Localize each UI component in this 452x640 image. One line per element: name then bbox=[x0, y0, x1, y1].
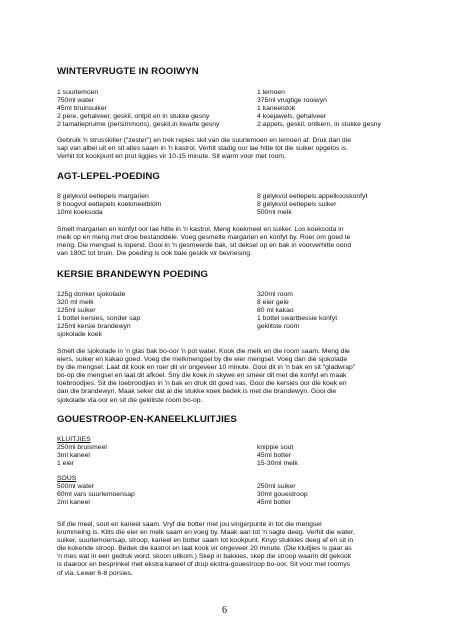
ingredient: 125ml suiker bbox=[57, 307, 96, 315]
ingredient: 750ml water bbox=[57, 97, 95, 105]
recipe-title-wintervrugte: WINTERVRUGTE IN ROOIWYN bbox=[57, 66, 199, 77]
ingredient: 8 gelykvol eetlepels appelkooskonfyt bbox=[257, 193, 368, 200]
method-kersie: Smelt die sjokolade in 'n glas bak bo-oor 'n pot water. Kook die melk en die room saam. Meng die eiers, suiker en kakao goed. Voeg die melkmengsel by die eier mengsel. Voeg dan die sjokolade by die mengsel. Laat dit kook en roer dit vir ongeveer 10 minute. Gooi dit in 'n bak en sit "gladwrap" bo-op die mengsel en laat dit afkoel. Sny die koek in skywe en smeer dit met die konfyt en maak toebroodjies. Sit die toebroodjies in 'n bak en druk dit goed vas. Gooi die kersies oor die koek en dan die brandewyn. Maak seker dat al die stukke koek bedek is met die brandewyn. Gooi die sjokolade vla oor en sit die geklitste room bo-op. bbox=[57, 348, 356, 404]
ingredient: knippie sout bbox=[257, 444, 294, 452]
ingredient: 500ml water bbox=[57, 483, 95, 491]
ingredient: 8 gelykvol eetlepels suiker bbox=[257, 201, 337, 209]
subheading-kluitjies: KLUITJIES bbox=[57, 436, 91, 443]
ingredient: 30ml gouestroop bbox=[257, 491, 308, 499]
ingredient: 1 bottel swartbessie konfyt bbox=[257, 315, 338, 323]
ingredient: 15-30ml melk bbox=[257, 460, 298, 468]
ingredient: 8 eier gele bbox=[257, 299, 289, 307]
ingredient: 1 eier bbox=[57, 460, 75, 468]
ingredient: 60ml vars suurlemoensap bbox=[57, 491, 135, 499]
ingredient: 2 appels, geskil, ontkern, in stukke gesny bbox=[257, 121, 381, 129]
page-number: 6 bbox=[222, 605, 227, 616]
ingredient: 2ml kaneel bbox=[57, 499, 90, 507]
ingredient: 4 koejawels, gehalveer bbox=[257, 113, 327, 121]
ingredient: 320 ml melk bbox=[57, 299, 94, 307]
subheading-sous: SOUS bbox=[57, 475, 77, 482]
ingredient: 45ml botter bbox=[257, 452, 292, 460]
ingredient: 1 kaneelstok bbox=[257, 105, 296, 113]
ingredient: 1 suurlemoen bbox=[57, 89, 99, 96]
ingredient: 8 hoogvol eetlepels koekmeelblom bbox=[57, 201, 162, 209]
ingredients-sous bbox=[57, 475, 399, 508]
ingredient: 125ml kersie brandewyn bbox=[57, 323, 131, 331]
ingredient: geklitste room bbox=[257, 323, 300, 331]
ingredient: 8 gelykvol eetlepels margarien bbox=[57, 193, 149, 200]
recipe-title-kersie: KERSIE BRANDEWYN POEDING bbox=[57, 269, 209, 280]
ingredient: 45ml bruinsuiker bbox=[57, 105, 107, 113]
ingredients-wintervrugte bbox=[57, 89, 399, 130]
ingredient: 125g donker sjokolade bbox=[57, 291, 126, 298]
recipe-title-kluitjies: GOUESTROOP-EN-KANEELKLUITJIES bbox=[57, 414, 237, 425]
method-agt-lepel: Smelt margarien en konfyt oor lae hitte in 'n kastrol. Meng koekmeel en suiker. Los koeksoda in melk op en meng met droe bestanddele. Voeg gesmelte margarien en konfyt by. Roer om goed te meng. Die mengsel is lopend. Gooi in 'n gesmeerde bak, sit deksel op en bak in voorverhitte oond van 180C tot bruin. Die poeding is ook baie geskik vir bevriesing. bbox=[57, 226, 352, 258]
recipe-title-agt-lepel: AGT-LEPEL-POEDING bbox=[57, 171, 160, 182]
ingredient: 80 ml kakao bbox=[257, 307, 294, 315]
ingredient: 1 lemoen bbox=[257, 89, 285, 96]
method-kluitjies: Sif die meel, sout en kaneel saam. Vryf die botter met jou vingerpunte in tot die mengsel krummelrig is. Klits die eier en melk saam en voeg by. Maak aan tot 'n sagte deeg. Verhit die water, suiker, suurlemoensap, stroop, kaneel en botter saam tot kookpunt. Knyp stukkies deeg af en sit in die kokende stroop. Bedek die kastrol en laat kook vir ongeveer 20 minute. (Die kluitjies is gaar as 'n mes wat in een gedruk word, skoon uitkom.) Skep in bakkies, skep die stroop waarin dit gekook is daaroor en besprinkel met ekstra kaneel of drup ekstra-gouestroop bo-oor. Sit voor met roomys of vla. Lewer 6-8 porsies. bbox=[57, 521, 355, 577]
ingredient: 375ml vrugtige rooiwyn bbox=[257, 97, 327, 105]
method-wintervrugte: Gebruik 'n strusskiller ("zester") en trek repies skil van die suurlemoen en lemoen af. Druk dan die sap van albei uit en sit alles saam in 'n kastrol. Verhit stadig oor lae hitte tot die suiker opgelos is. Verhit tot kookpunt en prut liggies vir 10-15 minute. Sit warm voor met room. bbox=[57, 137, 351, 161]
ingredients-agt-lepel bbox=[57, 193, 399, 218]
ingredient: 45ml botter bbox=[257, 499, 292, 507]
ingredient: sjokolade koek bbox=[57, 331, 102, 339]
ingredient: 320ml room bbox=[257, 291, 293, 298]
ingredient: 500ml melk bbox=[257, 209, 292, 217]
ingredient: 2 tamatiepruime (persimmons), geskil,in kwarte gesny bbox=[57, 121, 220, 129]
ingredient: 1 bottel kersies, sonder sap bbox=[57, 315, 141, 323]
ingredients-kluitjies bbox=[57, 436, 399, 469]
ingredient: 3ml kaneel bbox=[57, 452, 90, 460]
ingredient: 2 pere, gehalveer, geskil, ontpit en in stukke gesny bbox=[57, 113, 210, 121]
ingredient: 250ml bruismeel bbox=[57, 444, 107, 452]
ingredients-kersie bbox=[57, 291, 399, 340]
ingredient: 10ml koeksoda bbox=[57, 209, 103, 217]
ingredient: 250ml suiker bbox=[257, 483, 296, 491]
